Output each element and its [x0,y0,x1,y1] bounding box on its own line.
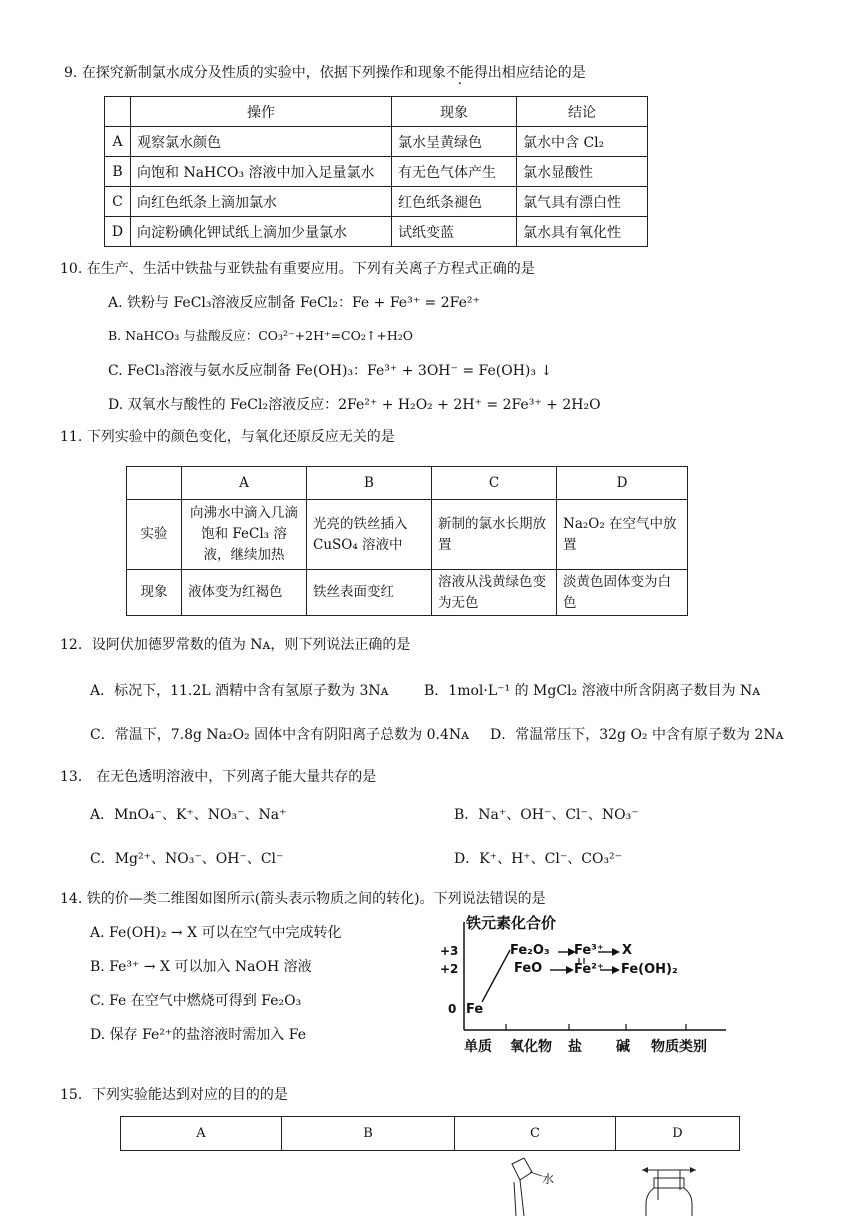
q12-stem: 12．设阿伏加德罗常数的值为 Nᴀ，则下列说法正确的是 [60,637,411,653]
q12-option-b: B．1mol·L⁻¹ 的 MgCl₂ 溶液中所含阴离子数目为 Nᴀ [424,683,761,699]
y-tick-label: 0 [448,1002,457,1016]
fe-to-fe2o3-line [482,950,510,1002]
y-tick-label: +2 [440,962,459,976]
species-fe: Fe [466,1002,484,1017]
q9-stem: 9. 在探究新制氯水成分及性质的实验中，依据下列操作和现象不能得出相应结论的是 [64,65,586,81]
q15-stem: 15．下列实验能达到对应的目的的是 [60,1087,288,1103]
table-row: 操作 现象 结论 [105,97,648,127]
y-axis-title: 铁元素化合价 [466,914,557,932]
table-row: A B C D [121,1117,740,1151]
q15-table [120,1116,740,1151]
table-row: 现象 液体变为红褐色 铁丝表面变红 溶液从浅黄绿色变为无色 淡黄色固体变为白色 [127,570,688,616]
species-fe2o3: Fe₂O₃ [510,943,550,958]
q12-option-d: D．常温常压下，32g O₂ 中含有原子数为 2Nᴀ [490,727,784,743]
table-row: 实验 向沸水中滴入几滴饱和 FeCl₃ 溶液，继续加热 光亮的铁丝插入 CuSO₄ 溶液中 新制的氯水长期放置 Na₂O₂ 在空气中放置 [127,500,688,570]
q13-stem: 13． 在无色透明溶液中，下列离子能大量共存的是 [60,769,377,785]
table-row: C 向红色纸条上滴加氯水 红色纸条褪色 氯气具有漂白性 [105,187,648,217]
q11-stem: 11. 下列实验中的颜色变化，与氧化还原反应无关的是 [60,429,395,445]
q10-option-d: D. 双氧水与酸性的 FeCl₂溶液反应：2Fe²⁺ + H₂O₂ + 2H⁺ = 2Fe³⁺ + 2H₂O [108,397,601,413]
q14-option-a: A. Fe(OH)₂ → X 可以在空气中完成转化 [90,925,342,941]
species-feo: FeO [514,961,543,976]
iron-valence-diagram [436,912,736,1060]
x-label: 氧化物 [510,1039,552,1055]
q13-option-c: C．Mg²⁺、NO₃⁻、OH⁻、Cl⁻ [90,851,284,867]
q11-table [126,466,688,616]
q14-option-d: D. 保存 Fe²⁺的盐溶液时需加入 Fe [90,1027,306,1043]
table-row: A 观察氯水颜色 氯水呈黄绿色 氯水中含 Cl₂ [105,127,648,157]
apparatus-c-drawing [490,1150,570,1216]
q10-option-a: A. 铁粉与 FeCl₃溶液反应制备 FeCl₂：Fe + Fe³⁺ = 2Fe²⁺ [108,295,480,311]
species-x: X [622,943,633,958]
y-tick-label: +3 [440,944,459,958]
q12-option-c: C．常温下，7.8g Na₂O₂ 固体中含有阴阳离子总数为 0.4Nᴀ [90,727,470,743]
x-label: 盐 [568,1039,582,1055]
species-fe2plus: Fe²⁺ [574,962,604,977]
table-row: A B C D [127,467,688,500]
q9-emphasis: 不能 [445,65,474,81]
x-label: 物质类别 [651,1039,707,1055]
apparatus-d-drawing [636,1160,716,1216]
q13-option-a: A．MnO₄⁻、K⁺、NO₃⁻、Na⁺ [90,807,287,823]
q14-option-c: C. Fe 在空气中燃烧可得到 Fe₂O₃ [90,993,302,1009]
q13-option-d: D．K⁺、H⁺、Cl⁻、CO₃²⁻ [454,851,623,867]
q12-option-a: A．标况下，11.2L 酒精中含有氢原子数为 3Nᴀ [90,683,389,699]
q13-option-b: B．Na⁺、OH⁻、Cl⁻、NO₃⁻ [454,807,639,823]
x-label: 单质 [464,1039,492,1055]
q14-option-b: B. Fe³⁺ → X 可以加入 NaOH 溶液 [90,959,312,975]
q10-option-c: C. FeCl₃溶液与氨水反应制备 Fe(OH)₃：Fe³⁺ + 3OH⁻ = Fe(OH)₃ ↓ [108,363,553,379]
species-fe3plus: Fe³⁺ [574,943,604,958]
table-row: D 向淀粉碘化钾试纸上滴加少量氯水 试纸变蓝 氯水具有氧化性 [105,217,648,247]
water-label: 水 [542,1172,555,1186]
q14-stem: 14. 铁的价—类二维图如图所示(箭头表示物质之间的转化)。下列说法错误的是 [60,891,546,907]
q10-stem: 10. 在生产、生活中铁盐与亚铁盐有重要应用。下列有关离子方程式正确的是 [60,261,535,277]
species-fe-oh-2: Fe(OH)₂ [621,962,678,977]
q10-option-b: B. NaHCO₃ 与盐酸反应：CO₃²⁻+2H⁺=CO₂↑+H₂O [108,328,413,343]
q9-table [104,96,648,247]
x-label: 碱 [616,1039,630,1055]
table-row: B 向饱和 NaHCO₃ 溶液中加入足量氯水 有无色气体产生 氯水显酸性 [105,157,648,187]
